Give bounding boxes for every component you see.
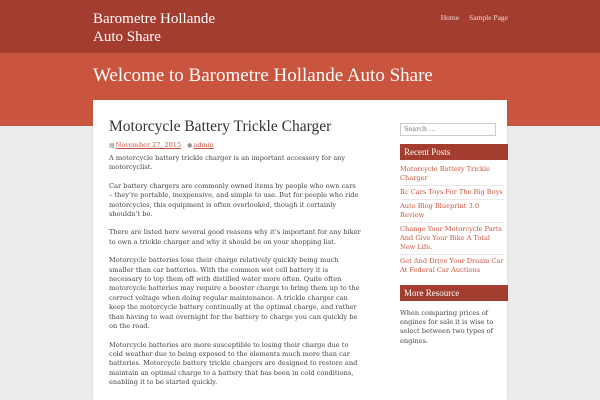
user-icon: ● bbox=[187, 142, 193, 149]
calendar-icon: ▦ bbox=[109, 142, 115, 149]
post-paragraph: Car battery chargers are commonly owned items by people who own cars – they’re portable, inexpensive, and simple to use. But for people who ride motorcycles, this equipment is often overlooked, though it certainly shouldn’t be. bbox=[109, 181, 359, 219]
post-date-wrap bbox=[109, 141, 181, 149]
recent-post-link[interactable]: Rc Cars Toys For The Big Boys bbox=[400, 186, 504, 200]
hero-banner bbox=[0, 53, 600, 100]
site-header bbox=[0, 0, 600, 53]
recent-post-link[interactable]: Motorcycle Battery Trickle Charger bbox=[400, 163, 504, 186]
site-title-line-2: Auto Share bbox=[93, 29, 161, 45]
post-date[interactable]: November 27, 2015 bbox=[115, 141, 182, 149]
post-title[interactable]: Motorcycle Battery Trickle Charger bbox=[109, 118, 332, 135]
recent-posts-list bbox=[400, 163, 504, 277]
content-card bbox=[93, 100, 507, 400]
post-paragraph: Motorcycle batteries lose their charge relatively quickly being much smaller than car batteries. With the common wet cell battery it is necessary to top them off with distilled water more often. Quite often motorcycle batteries may require a booster charge to bring them up to the correct voltage when doing regular maintenance. A trickle charger can keep the motorcycle battery continually at the optimal charge, and rather than having to wait overnight for the battery to charge you can quickly be on the road. bbox=[109, 256, 360, 331]
post-author-wrap bbox=[187, 141, 214, 149]
post-paragraph: Motorcycle batteries are more susceptible to losing their charge due to cold weather due to being exposed to the elements much more than car batteries. Motorcycle battery trickle chargers are designed to restore and maintain an optimal charge to a battery that has been in cold conditions, enabling it to be started quickly. bbox=[109, 340, 358, 387]
post-meta bbox=[109, 141, 361, 149]
post-author[interactable]: admin bbox=[193, 141, 214, 149]
more-resource-text: When comparing prices of engines for sale it is wise to select between two types of engines. bbox=[400, 308, 494, 345]
main-nav bbox=[441, 13, 508, 22]
recent-posts-title: Recent Posts bbox=[400, 144, 508, 160]
site-title-line-1: Barometre Hollande bbox=[93, 11, 216, 27]
post-paragraph: There are listed here several good reasons why it’s important for any biker to own a trickle charger and why it should be on your shopping list. bbox=[109, 228, 361, 246]
recent-post-link[interactable]: Auto Blog Blueprint 3.0 Review bbox=[400, 200, 504, 223]
post-article bbox=[109, 118, 361, 397]
nav-home[interactable]: Home bbox=[440, 13, 460, 22]
site-title[interactable] bbox=[93, 10, 273, 46]
nav-sample-page[interactable]: Sample Page bbox=[469, 13, 508, 22]
hero-title: Welcome to Barometre Hollande Auto Share bbox=[93, 65, 433, 86]
search-input[interactable] bbox=[400, 123, 496, 136]
more-resource-title: More Resource bbox=[400, 285, 508, 301]
recent-post-link[interactable]: Change Your Motorcycle Parts And Give Your Bike A Total New Life. bbox=[400, 223, 504, 255]
post-paragraph: A motorcycle battery trickle charger is an important accessory for any motorcyclist. bbox=[109, 154, 346, 172]
sidebar bbox=[400, 116, 504, 346]
recent-post-link[interactable]: Get And Drive Your Dream Car At Federal Car Auctions bbox=[400, 256, 504, 274]
post-body bbox=[109, 154, 361, 388]
